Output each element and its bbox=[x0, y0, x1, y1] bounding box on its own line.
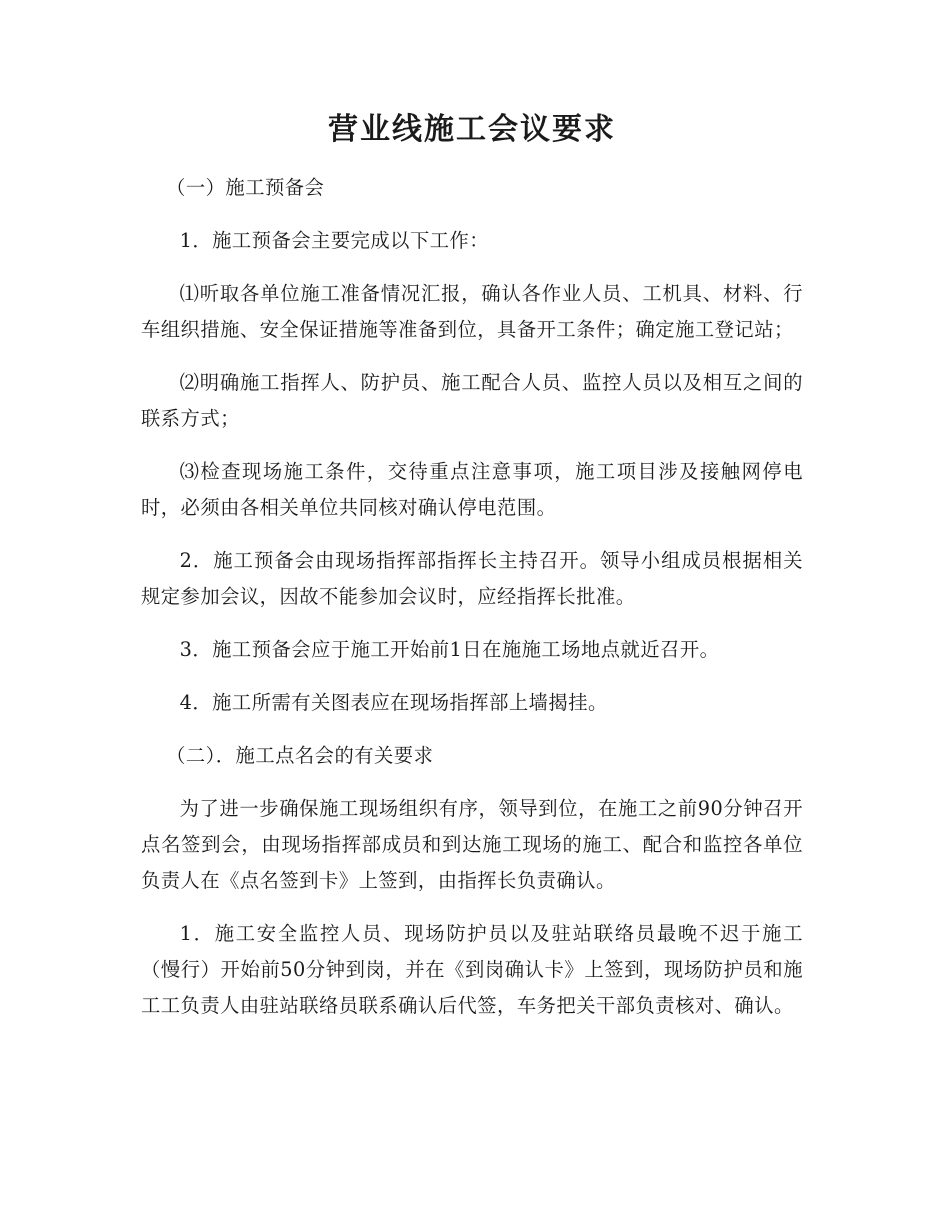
paragraph: 4．施工所需有关图表应在现场指挥部上墙揭挂。 bbox=[179, 691, 608, 714]
paragraph: 1．施工安全监控人员、现场防护员以及驻站联络员最晚不迟于施工（慢行）开始前50分钟到岗，并在《到岗确认卡》上签到，现场防护员和施工工负责人由驻站联络员联系确认后代签，车务把关干部负责核对、确认。 bbox=[141, 922, 803, 1017]
document-page bbox=[141, 108, 803, 1041]
paragraph: ⑵明确施工指挥人、防护员、施工配合人员、监控人员以及相互之间的联系方式； bbox=[141, 371, 803, 430]
paragraph: 2．施工预备会由现场指挥部指挥长主持召开。领导小组成员根据相关规定参加会议，因故不能参加会议时，应经指挥长批准。 bbox=[141, 549, 803, 608]
paragraph: ⑴听取各单位施工准备情况汇报，确认各作业人员、工机具、材料、行车组织措施、安全保证措施等准备到位，具备开工条件；确定施工登记站； bbox=[141, 282, 803, 341]
document-title: 营业线施工会议要求 bbox=[328, 112, 616, 147]
section-heading-2: （二）．施工点名会的有关要求 bbox=[166, 744, 434, 767]
section-heading-1: （一）施工预备会 bbox=[166, 176, 325, 199]
paragraph: ⑶检查现场施工条件，交待重点注意事项，施工项目涉及接触网停电时，必须由各相关单位共同核对确认停电范围。 bbox=[141, 460, 803, 519]
paragraph: 3．施工预备会应于施工开始前1日在施施工场地点就近召开。 bbox=[179, 638, 720, 661]
paragraph: 为了进一步确保施工现场组织有序，领导到位，在施工之前90分钟召开点名签到会，由现场指挥部成员和到达施工现场的施工、配合和监控各单位负责人在《点名签到卡》上签到，由指挥长负责确认。 bbox=[141, 797, 803, 892]
paragraph: 1．施工预备会主要完成以下工作： bbox=[179, 229, 490, 252]
